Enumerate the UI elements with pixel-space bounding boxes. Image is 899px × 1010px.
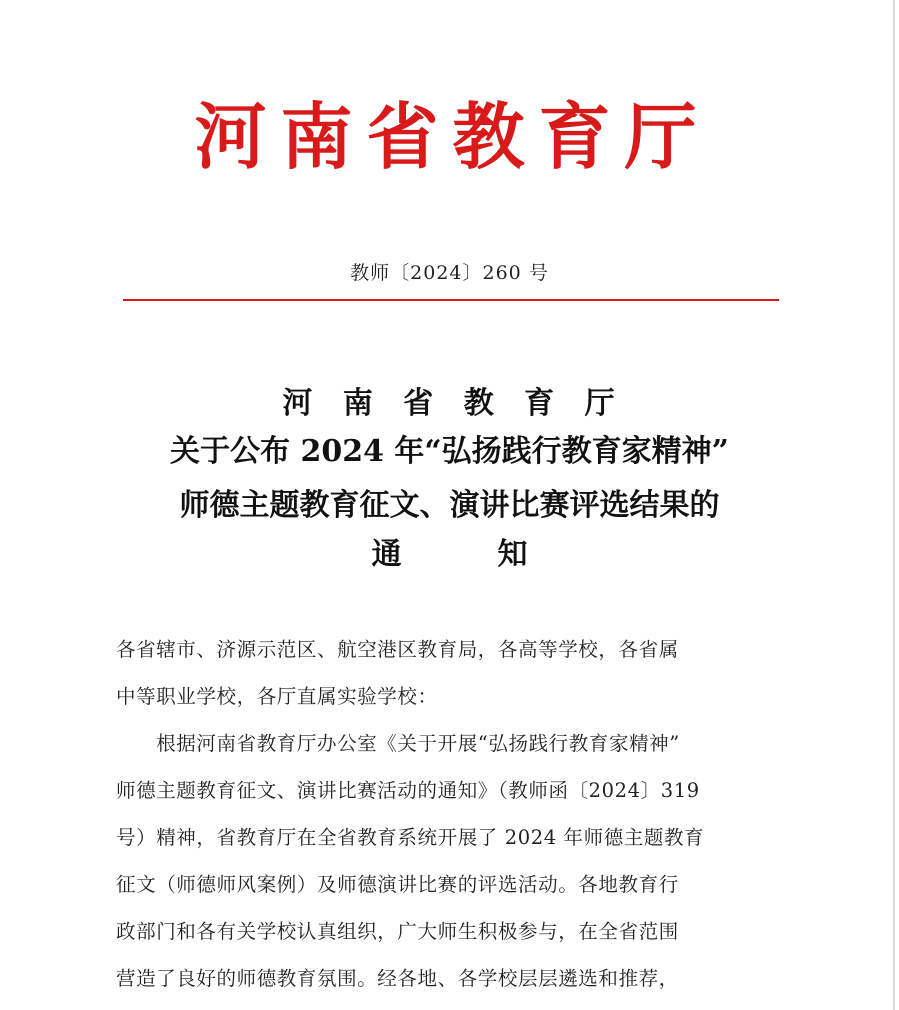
- title-notice-char-2: 知: [497, 537, 528, 572]
- masthead-issuer: 河南省教育厅: [194, 94, 711, 179]
- body-line: 各省辖市、济源示范区、航空港区教育局，各高等学校，各省属: [116, 638, 679, 661]
- body-line: 根据河南省教育厅办公室《关于开展“弘扬践行教育家精神”: [116, 732, 680, 755]
- body-line: 中等职业学校，各厅直属实验学校：: [116, 685, 438, 708]
- title-line-notice: [0, 535, 899, 575]
- body-line: 营造了良好的师德教育氛围。经各地、各学校层层遴选和推荐，: [116, 967, 679, 990]
- body-line: 师德主题教育征文、演讲比赛活动的通知》（教师函〔2024〕319: [116, 779, 700, 802]
- red-divider-rule: [123, 299, 779, 301]
- document-number: 教师〔2024〕260 号: [350, 262, 549, 284]
- title-line-3: 师德主题教育征文、演讲比赛评选结果的: [179, 488, 720, 523]
- body-line: 政部门和各有关学校认真组织，广大师生积极参与，在全省范围: [116, 920, 679, 943]
- title-line-issuer: 河 南 省 教 育 厅: [282, 386, 625, 421]
- title-line-2: 关于公布 2024 年“弘扬践行教育家精神”: [170, 434, 729, 469]
- title-notice-char-1: 通: [371, 537, 402, 572]
- body-line: 号）精神，省教育厅在全省教育系统开展了 2024 年师德主题教育: [116, 826, 705, 849]
- body-line: 征文（师德师风案例）及师德演讲比赛的评选活动。各地教育行: [116, 873, 679, 896]
